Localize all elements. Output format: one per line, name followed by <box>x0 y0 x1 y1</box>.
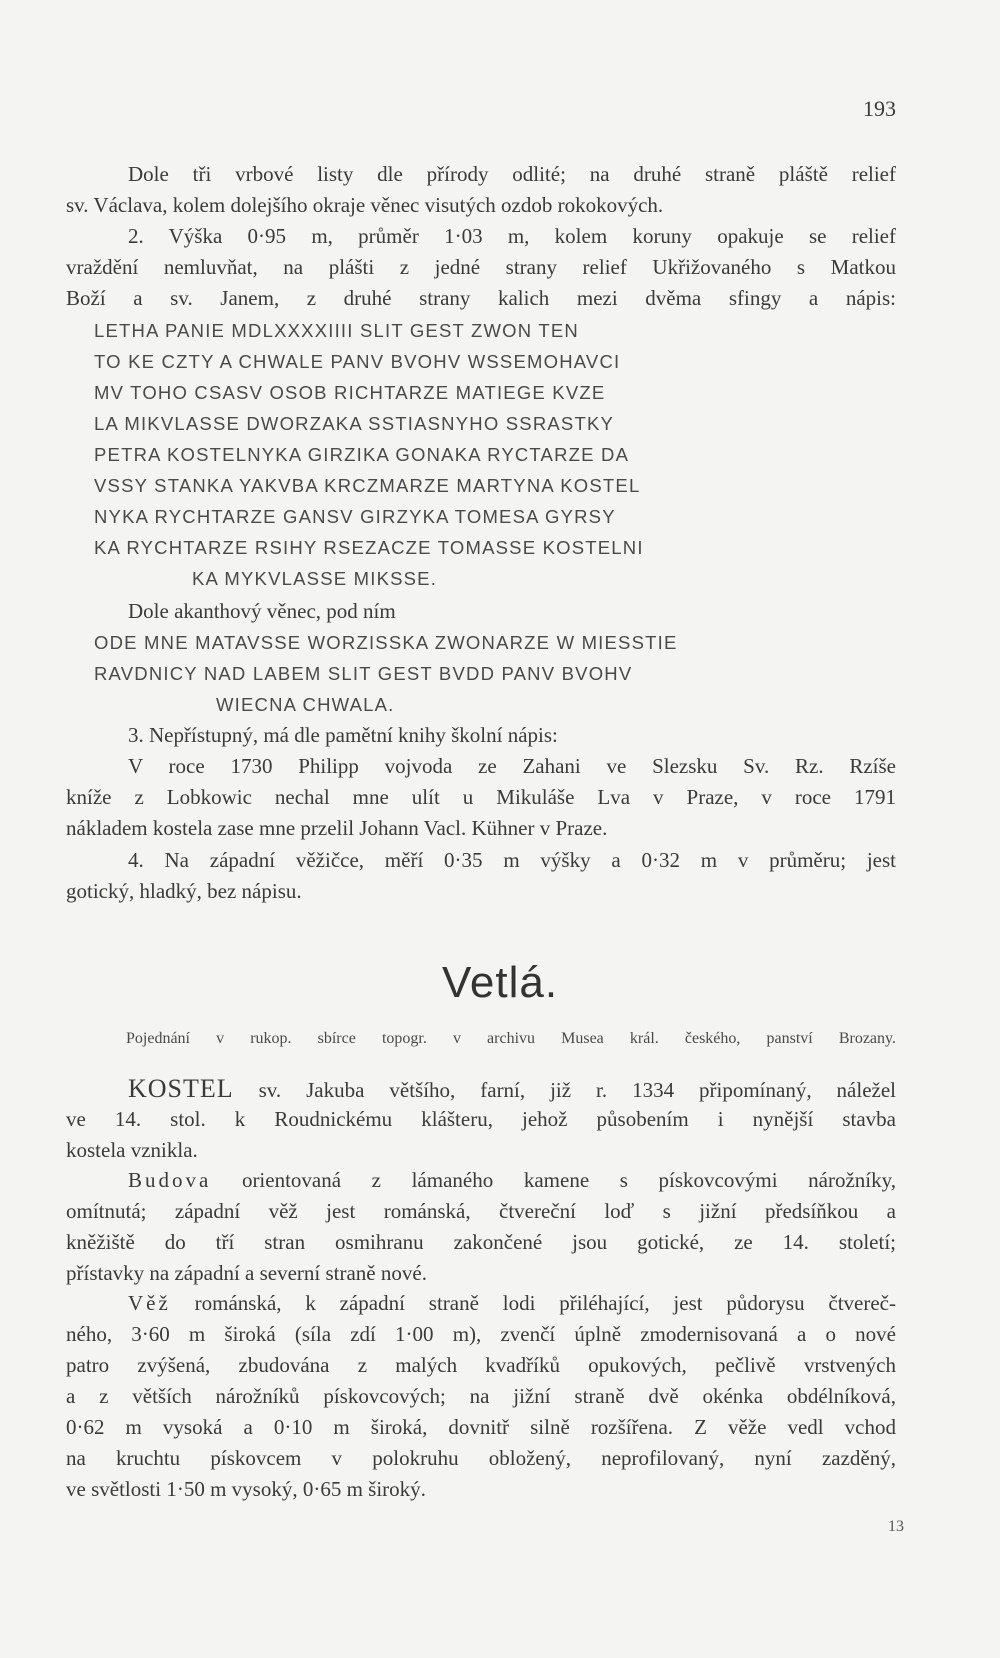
text-line: nákladem kostela zase mne przelil Johann Vacl. Kühner v Praze. <box>66 816 608 840</box>
text-line: ve 14. stol. k Roudnickému klášteru, jehož působením i nynější stavba <box>66 1107 896 1131</box>
section-heading: Vetlá. <box>441 958 559 1007</box>
text-line: Dole tři vrbové listy dle přírody odlité; na druhé straně pláště relief <box>128 162 896 186</box>
inscription-line: KA MYKVLASSE MIKSSE. <box>192 568 438 589</box>
bell-4-paragraph <box>66 845 896 907</box>
bell-inscription-2 <box>66 627 896 720</box>
text-line <box>66 1073 896 1104</box>
inscription-line: KA RYCHTARZE RSIHY RSEZACZE TOMASSE KOSTELNI <box>94 537 644 558</box>
text-line: 0·62 m vysoká a 0·10 m široká, dovnitř silně rozšířena. Z věže vedl vchod <box>66 1415 896 1439</box>
bell-description-top <box>66 159 896 314</box>
inscription-line: TO KE CZTY A CHWALE PANV BVOHV WSSEMOHAVCI <box>94 351 621 372</box>
kostel-paragraph <box>66 1073 896 1166</box>
text-line: a z větších nárožníků pískovcových; na jižní straně dvě okénka obdélníková, <box>66 1384 896 1408</box>
inscription-line: LA MIKVLASSE DWORZAKA SSTIASNYHO SSRASTKY <box>94 413 615 434</box>
text-line <box>66 1288 896 1319</box>
vez-paragraph <box>66 1288 896 1505</box>
text-line: 4. Na západní věžičce, měří 0·35 m výšky a 0·32 m v průměru; jest <box>128 848 896 872</box>
text-line: patro zvýšená, zbudována z malých kvadříků opukových, pečlivě vrstvených <box>66 1353 896 1377</box>
text-line: přístavky na západní a severní straně nové. <box>66 1261 427 1285</box>
inscription-line: RAVDNICY NAD LABEM SLIT GEST BVDD PANV BVOHV <box>94 663 633 684</box>
text-line: kostela vznikla. <box>66 1138 198 1162</box>
line-rest: orientovaná z lámaného kamene s pískovcovými nárožníky, <box>211 1168 896 1192</box>
text-line: sv. Václava, kolem dolejšího okraje věnec visutých ozdob rokokových. <box>66 193 664 217</box>
text-line: na kruchtu pískovcem v polokruhu obložený, neprofilovaný, nyní zazděný, <box>66 1446 896 1470</box>
bell-inscription-1 <box>66 315 896 594</box>
akant-paragraph <box>66 596 896 627</box>
text-line: gotický, hladký, bez nápisu. <box>66 879 302 903</box>
text-line: 3. Nepřístupný, má dle pamětní knihy školní nápis: <box>128 723 558 747</box>
text-line: omítnutá; západní věž jest románská, čtvereční loď s jižní předsíňkou a <box>66 1199 896 1223</box>
inscription-line: WIECNA CHWALA. <box>216 694 395 715</box>
lead-word: Budova <box>128 1168 212 1192</box>
inscription-line: MV TOHO CSASV OSOB RICHTARZE MATIEGE KVZE <box>94 382 606 403</box>
budova-paragraph <box>66 1165 896 1289</box>
inscription-line: PETRA KOSTELNYKA GIRZIKA GONAKA RYCTARZE DA <box>94 444 630 465</box>
source-note: Pojednání v rukop. sbírce topogr. v archivu Musea král. českého, panství Brozany. <box>126 1030 896 1047</box>
bell-3-paragraph <box>66 720 896 844</box>
text-line <box>66 1165 896 1196</box>
text-line: kníže z Lobkowic nechal mne ulít u Mikuláše Lva v Praze, v roce 1791 <box>66 785 896 809</box>
text-line: kněžiště do tří stran osmihranu zakončené jsou gotické, ze 14. století; <box>66 1230 896 1254</box>
text-line: Dole akanthový věnec, pod ním <box>128 599 396 623</box>
text-line: vraždění nemluvňat, na plášti z jedné strany relief Ukřižovaného s Matkou <box>66 255 896 279</box>
signature-mark: 13 <box>888 1518 904 1535</box>
lead-word: Věž <box>128 1291 171 1315</box>
lead-word: KOSTEL <box>128 1074 234 1103</box>
text-line: ného, 3·60 m široká (síla zdí 1·00 m), zvenčí úplně zmodernisovaná a o nové <box>66 1322 896 1346</box>
inscription-line: VSSY STANKA YAKVBA KRCZMARZE MARTYNA KOSTEL <box>94 475 641 496</box>
line-rest: sv. Jakuba většího, farní, již r. 1334 připomínaný, náležel <box>233 1078 896 1102</box>
page-number: 193 <box>863 96 896 121</box>
line-rest: románská, k západní straně lodi přiléhající, jest půdorysu čtvereč- <box>170 1291 896 1315</box>
text-line: 2. Výška 0·95 m, průměr 1·03 m, kolem koruny opakuje se relief <box>128 224 896 248</box>
inscription-line: LETHA PANIE MDLXXXXIIII SLIT GEST ZWON TEN <box>94 320 579 341</box>
inscription-line: ODE MNE MATAVSSE WORZISSKA ZWONARZE W MIESSTIE <box>94 632 678 653</box>
text-line: ve světlosti 1·50 m vysoký, 0·65 m široký. <box>66 1477 426 1501</box>
text-line: Boží a sv. Janem, z druhé strany kalich mezi dvěma sfingy a nápis: <box>66 286 896 310</box>
text-line: V roce 1730 Philipp vojvoda ze Zahani ve Slezsku Sv. Rz. Rzíše <box>128 754 896 778</box>
inscription-line: NYKA RYCHTARZE GANSV GIRZYKA TOMESA GYRSY <box>94 506 616 527</box>
